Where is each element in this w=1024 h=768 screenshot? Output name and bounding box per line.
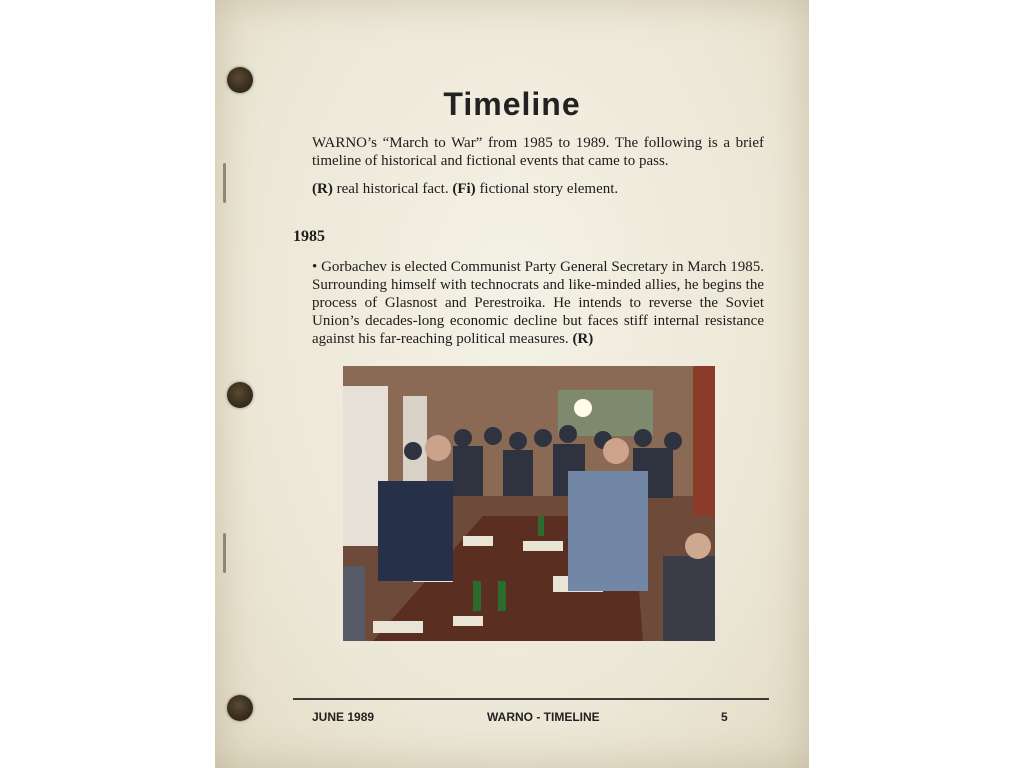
- summit-photo: [343, 366, 715, 641]
- page-title: Timeline: [443, 86, 581, 122]
- photo-illustration: [343, 366, 715, 641]
- entry-text: • Gorbachev is elected Communist Party General Secretary in March 1985. Surrounding himself with technocrats and like-minded allies, he begins the process of Glasnost and Perestroika. He intends to reverse the Soviet Union’s decades-long economic decline but faces stiff internal resistance against his far-reaching political measures.: [312, 259, 764, 347]
- legend-line: [312, 180, 764, 198]
- footer-section: WARNO - TIMELINE: [487, 710, 600, 724]
- binder-mark: [223, 533, 226, 573]
- entry-tag: (R): [572, 331, 594, 347]
- footer-page-number: 5: [721, 710, 728, 724]
- binder-mark: [223, 163, 226, 203]
- footer-date: JUNE 1989: [312, 710, 375, 724]
- intro-paragraph: WARNO’s “March to War” from 1985 to 1989. The following is a brief timeline of historical and fictional events that came to pass.: [312, 135, 764, 169]
- year-heading: 1985: [293, 228, 325, 245]
- timeline-entry: [312, 258, 764, 348]
- legend-r-text: real historical fact.: [332, 181, 453, 197]
- legend-r-label: (R): [312, 181, 333, 197]
- legend-fi-text: fictional story element.: [475, 181, 619, 197]
- binder-hole: [227, 695, 253, 721]
- binder-hole: [227, 382, 253, 408]
- document-page: [215, 0, 809, 768]
- footer-rule: [293, 698, 769, 700]
- legend-fi-label: (Fi): [452, 181, 476, 197]
